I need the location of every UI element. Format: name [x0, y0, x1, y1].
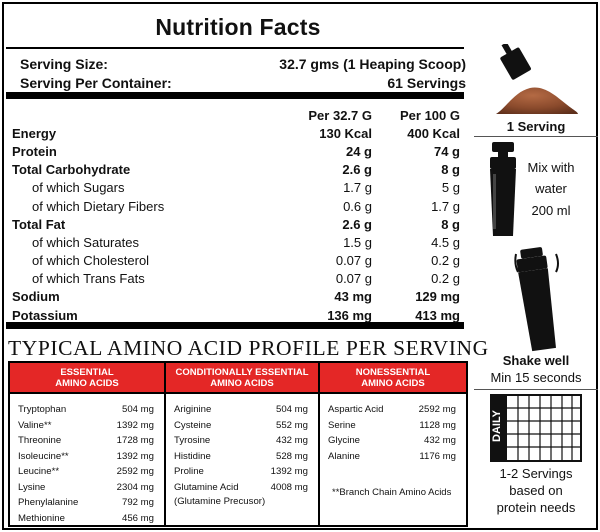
amino-acid-name: Leucine** [18, 466, 60, 477]
nutrient-per-100g: 8 g [441, 162, 460, 178]
amino-acid-name: Valine** [18, 419, 52, 431]
amino-acid-value: 1392 mg [116, 419, 154, 431]
amino-acid-name: Phenylalanine [18, 497, 79, 508]
step-two-line: water [535, 181, 567, 196]
nutrient-per-serving: 1.7 g [343, 180, 372, 196]
nutrient-row [12, 233, 460, 251]
nutrient-row [12, 252, 460, 270]
nutrient-row [12, 161, 460, 179]
amino-acid-value: 432 mg [424, 435, 456, 446]
amino-acid-value: 552 mg [276, 419, 308, 431]
amino-acid-table [8, 361, 468, 527]
amino-acid-name: Proline [174, 466, 204, 477]
nutrient-name: Total Fat [12, 216, 66, 232]
nutrient-name: of which Cholesterol [32, 253, 150, 269]
amino-acid-name: Ariginine [174, 404, 212, 415]
amino-acid-row [18, 464, 154, 480]
scoop-icon [496, 44, 538, 84]
amino-acid-row [18, 449, 154, 465]
step-four-line: based on [509, 483, 563, 498]
amino-acid-row [328, 402, 456, 418]
powder-icon [494, 82, 580, 118]
column-header: Per 32.7 G [308, 107, 372, 123]
column-header [10, 363, 164, 394]
amino-acid-name: Threonine [18, 435, 62, 446]
amino-acid-name: Cysteine [174, 419, 212, 431]
nutrient-per-100g: 5 g [441, 180, 460, 196]
amino-acid-value: 2304 mg [116, 481, 154, 493]
directions-panel [474, 0, 598, 532]
amino-acid-value: 1392 mg [116, 450, 154, 462]
serving-info [20, 56, 466, 94]
nutrient-name: of which Dietary Fibers [32, 198, 165, 214]
nutrient-per-100g: 74 g [433, 143, 460, 159]
column-header: Per 100 G [400, 107, 460, 123]
nutrient-row [12, 288, 460, 306]
nutrient-name: of which Trans Fats [32, 271, 145, 287]
bcaa-footnote: **Branch Chain Amino Acids [332, 487, 452, 498]
amino-acid-value: 432 mg [276, 435, 308, 446]
nonessential-column [318, 363, 466, 525]
amino-acid-row [18, 480, 154, 496]
amino-acid-row [174, 464, 308, 480]
divider [474, 136, 598, 137]
amino-acid-value: 1728 mg [116, 435, 154, 446]
serving-size-row [20, 56, 466, 75]
amino-acid-value: 456 mg [122, 512, 154, 524]
amino-acid-name: Methionine [18, 512, 65, 524]
nutrient-per-serving: 0.07 g [335, 253, 372, 269]
essential-column [10, 363, 164, 525]
amino-acid-value: 1128 mg [419, 419, 456, 431]
nutrient-name: of which Sugars [32, 180, 125, 196]
header-line: NONESSENTIAL [355, 366, 431, 378]
nutrient-row [12, 179, 460, 197]
amino-acid-value: 2592 mg [418, 404, 456, 415]
amino-acid-name: Tryptophan [18, 404, 67, 415]
nutrient-name: Protein [12, 143, 57, 159]
amino-acid-value: 4008 mg [270, 481, 308, 493]
column-header [320, 363, 466, 394]
step-four-line: 1-2 Servings [499, 466, 573, 481]
nutrient-per-serving: 136 mg [327, 307, 372, 323]
amino-acid-row [328, 418, 456, 434]
amino-acid-name: Alanine [328, 450, 361, 462]
amino-acid-row [328, 449, 456, 465]
amino-acid-row [174, 449, 308, 465]
divider [474, 389, 598, 390]
step-four-line: protein needs [496, 500, 576, 515]
nutrient-per-100g: 413 mg [415, 307, 460, 323]
nutrient-per-serving: 0.6 g [343, 198, 372, 214]
nutrient-per-serving: 43 mg [334, 289, 372, 305]
amino-acid-row [174, 402, 308, 418]
divider [6, 47, 464, 49]
header-line: CONDITIONALLY ESSENTIAL [175, 366, 309, 378]
shake-icon [512, 244, 562, 354]
amino-acid-value: 504 mg [276, 404, 308, 415]
amino-acid-row [18, 402, 154, 418]
serving-size-label: Serving Size: [20, 56, 108, 72]
nutrient-per-100g: 8 g [441, 216, 460, 232]
header-line: ESSENTIAL [60, 366, 114, 378]
servings-per-container-value: 61 Servings [387, 75, 466, 91]
amino-acid-value: 1392 mg [270, 466, 308, 477]
amino-acid-name: Glutamine Acid [174, 481, 239, 493]
amino-acid-title: TYPICAL AMINO ACID PROFILE PER SERVING [8, 336, 489, 360]
nutrient-per-serving: 1.5 g [343, 234, 372, 250]
amino-acid-name: Aspartic Acid [328, 404, 384, 415]
amino-acid-value: 504 mg [122, 404, 154, 415]
nutrient-row [12, 270, 460, 288]
nutrient-per-serving: 0.07 g [335, 271, 372, 287]
divider-thick [6, 92, 464, 99]
nutrient-per-100g: 0.2 g [431, 271, 460, 287]
step-one-caption: 1 Serving [506, 119, 566, 134]
nutrient-header-row [12, 106, 460, 124]
amino-acid-row [18, 433, 154, 449]
amino-acid-row [18, 511, 154, 527]
nutrient-per-100g: 129 mg [415, 289, 460, 305]
amino-acid-name: Serine [328, 419, 356, 431]
amino-acid-value: 792 mg [122, 497, 154, 508]
step-three-subcaption: Min 15 seconds [490, 370, 582, 385]
amino-acid-name: Glycine [328, 435, 360, 446]
nutrient-row [12, 142, 460, 160]
servings-per-container-label: Serving Per Container: [20, 75, 172, 91]
nutrient-row [12, 124, 460, 142]
nutrient-name: Energy [12, 125, 57, 141]
amino-acid-row [174, 433, 308, 449]
nutrient-per-100g: 400 Kcal [407, 125, 460, 141]
amino-acid-row [174, 418, 308, 434]
calendar-icon [490, 394, 582, 462]
nutrient-name: Potassium [12, 307, 78, 323]
header-line: AMINO ACIDS [361, 377, 425, 389]
step-three-caption: Shake well [502, 353, 570, 368]
nutrient-row [12, 215, 460, 233]
conditional-column [164, 363, 318, 525]
amino-acid-name: Isoleucine** [18, 450, 69, 462]
calendar-label: DAILY [491, 410, 503, 442]
amino-acid-name: Tyrosine [174, 435, 211, 446]
nutrient-per-serving: 130 Kcal [319, 125, 372, 141]
nutrient-per-100g: 1.7 g [431, 198, 460, 214]
nutrient-row [12, 197, 460, 215]
column-header [166, 363, 318, 394]
nutrient-name: of which Saturates [32, 234, 139, 250]
nutrient-per-serving: 24 g [345, 143, 372, 159]
nutrient-table [12, 106, 460, 324]
glutamine-note: (Glutamine Precusor) [174, 496, 266, 507]
step-two-line: 200 ml [531, 203, 571, 218]
nutrient-per-serving: 2.6 g [342, 162, 372, 178]
amino-acid-value: 528 mg [276, 450, 308, 462]
nutrient-per-100g: 0.2 g [431, 253, 460, 269]
amino-acid-row [18, 418, 154, 434]
nutrient-per-serving: 2.6 g [342, 216, 372, 232]
serving-size-value: 32.7 gms (1 Heaping Scoop) [279, 56, 466, 72]
page-title: Nutrition Facts [155, 14, 321, 40]
nutrient-name: Total Carbohydrate [12, 162, 131, 178]
amino-acid-name: Lysine [18, 481, 46, 493]
amino-acid-row [328, 433, 456, 449]
amino-acid-value: 1176 mg [419, 450, 456, 462]
header-line: AMINO ACIDS [210, 377, 274, 389]
nutrient-per-100g: 4.5 g [431, 234, 460, 250]
nutrient-row [12, 306, 460, 324]
amino-acid-row [174, 480, 308, 496]
amino-acid-value: 2592 mg [116, 466, 154, 477]
header-line: AMINO ACIDS [55, 377, 119, 389]
amino-acid-name: Histidine [174, 450, 211, 462]
amino-acid-row [18, 495, 154, 511]
nutrient-name: Sodium [12, 289, 60, 305]
step-two-line: Mix with [527, 160, 575, 175]
